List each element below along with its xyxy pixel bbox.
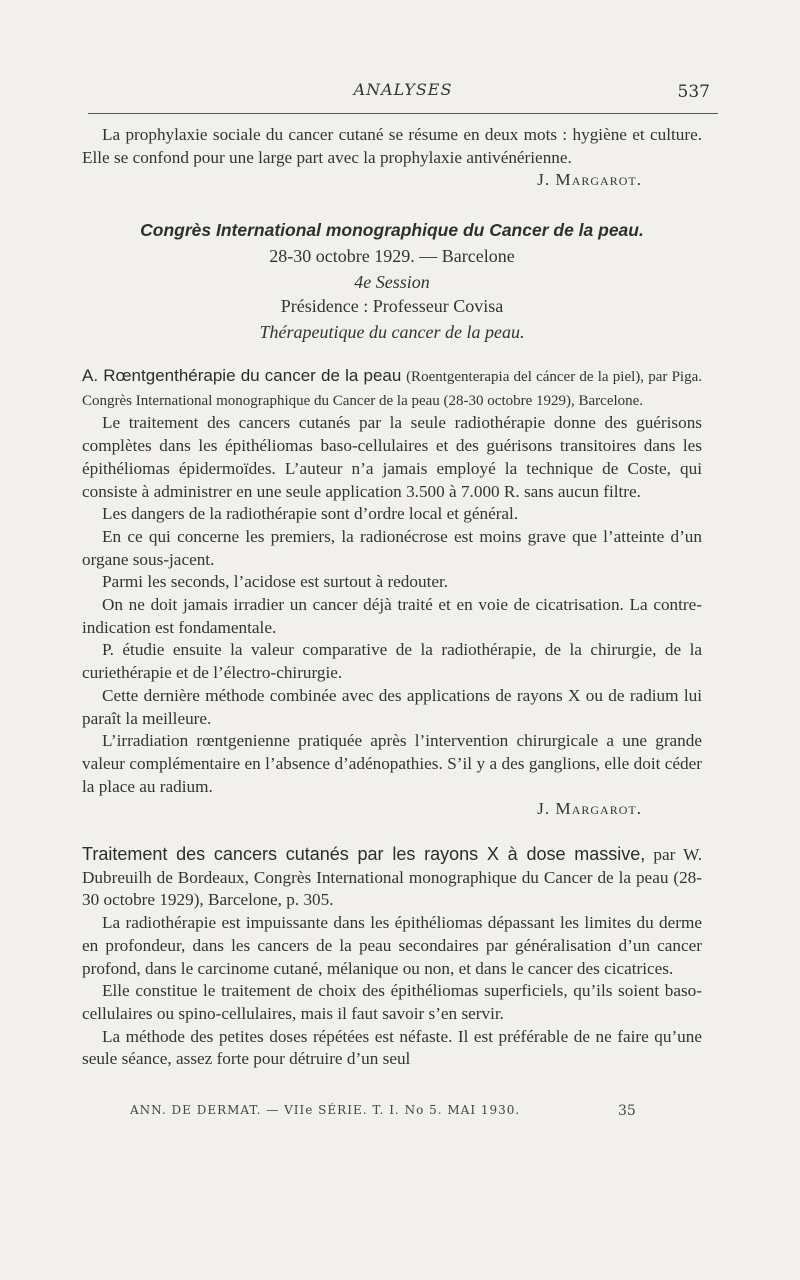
- sheet-number: 35: [618, 1103, 636, 1119]
- article-b-paragraph: La méthode des petites doses répétées est néfaste. Il est préférable de ne faire qu’une seule séance, assez forte pour détruire d’un seul: [82, 1026, 702, 1069]
- congres-dates: 28-30 octobre 1929. — Barcelone: [269, 246, 515, 266]
- article-a-signature: J. Margarot.: [537, 799, 642, 819]
- congres-session: 4e Session: [354, 272, 430, 292]
- article-a-paragraph: Cette dernière méthode combinée avec des applications de rayons X ou de radium lui paraît la meilleure.: [82, 685, 702, 728]
- congres-title: Congrès International monographique du Cancer de la peau.: [140, 220, 644, 240]
- intro-block: [82, 124, 702, 192]
- article-a-title: A. Rœntgenthérapie du cancer de la peau: [82, 366, 402, 385]
- page-number: 537: [677, 82, 710, 102]
- article-b: [82, 843, 702, 1071]
- header-rule: [88, 113, 718, 114]
- article-b-heading: [82, 843, 702, 912]
- running-head: [88, 80, 718, 102]
- article-a: [82, 365, 702, 821]
- article-b-reference: par W. Dubreuilh de Bordeaux, Congrès International monographique du Cancer de la peau (28-30 octobre 1929), Barcelone, p. 305.: [82, 845, 703, 910]
- page-footer: ANN. DE DERMAT. — VIIe SÉRIE. T. I. No 5. MAI 1930.: [130, 1103, 521, 1117]
- article-b-paragraph: La radiothérapie est impuissante dans les épithéliomas dépassant les limites du derme en profondeur, dans les cancers de la peau secondaires par généralisation d’un cancer profond, dans le carcinome cutané, mélanique ou non, et dans le cancer des cicatrices.: [82, 913, 702, 978]
- article-a-paragraph: Parmi les seconds, l’acidose est surtout à redouter.: [102, 572, 449, 592]
- article-a-paragraph: L’irradiation rœntgenienne pratiquée après l’intervention chirurgicale a une grande valeur complémentaire en l’absence d’adénopathies. S’il y a des ganglions, elle doit céder la place au radium.: [82, 731, 702, 796]
- article-a-reference: (Roentgenterapia del cáncer de la piel), par Piga. Congrès International monographique du Cancer de la peau (28-30 octobre 1929), Barcelone.: [82, 369, 703, 409]
- congres-presidence: Présidence : Professeur Covisa: [280, 296, 504, 316]
- intro-signature: J. Margarot.: [537, 170, 642, 190]
- article-a-paragraph: On ne doit jamais irradier un cancer déjà traité et en voie de cicatrisation. La contre-indication est fondamentale.: [82, 595, 702, 637]
- article-b-title: Traitement des cancers cutanés par les rayons X à dose massive,: [82, 844, 646, 864]
- article-a-paragraph: Le traitement des cancers cutanés par la seule radiothérapie donne des guérisons complètes dans les épithéliomas baso-cellulaires et des guérisons transitoires dans les épithéliomas épidermoïdes. L’auteur n’a jamais employé la technique de Coste, qui consiste à administrer en une seule application 3.500 à 7.000 R. sans aucun filtre.: [82, 413, 702, 501]
- congres-theme: Thérapeutique du cancer de la peau.: [259, 322, 525, 342]
- article-a-paragraph: En ce qui concerne les premiers, la radionécrose est moins grave que l’atteinte d’un organe sous-jacent.: [82, 526, 702, 569]
- article-b-paragraph: Elle constitue le traitement de choix des épithéliomas superficiels, qu’ils soient baso-cellulaires ou spino-cellulaires, mais il faut savoir s’en servir.: [82, 981, 702, 1023]
- article-a-heading: [82, 365, 702, 412]
- article-a-paragraph: Les dangers de la radiothérapie sont d’ordre local et général.: [102, 504, 519, 524]
- running-title: ANALYSES: [353, 80, 453, 99]
- intro-paragraph: La prophylaxie sociale du cancer cutané se résume en deux mots : hygiène et culture. Elle se confond pour une large part avec la prophylaxie antivénérienne.: [82, 125, 702, 167]
- article-a-paragraph: P. étudie ensuite la valeur comparative de la radiothérapie, de la chirurgie, de la curiethérapie et de l’électro-chirurgie.: [82, 640, 702, 683]
